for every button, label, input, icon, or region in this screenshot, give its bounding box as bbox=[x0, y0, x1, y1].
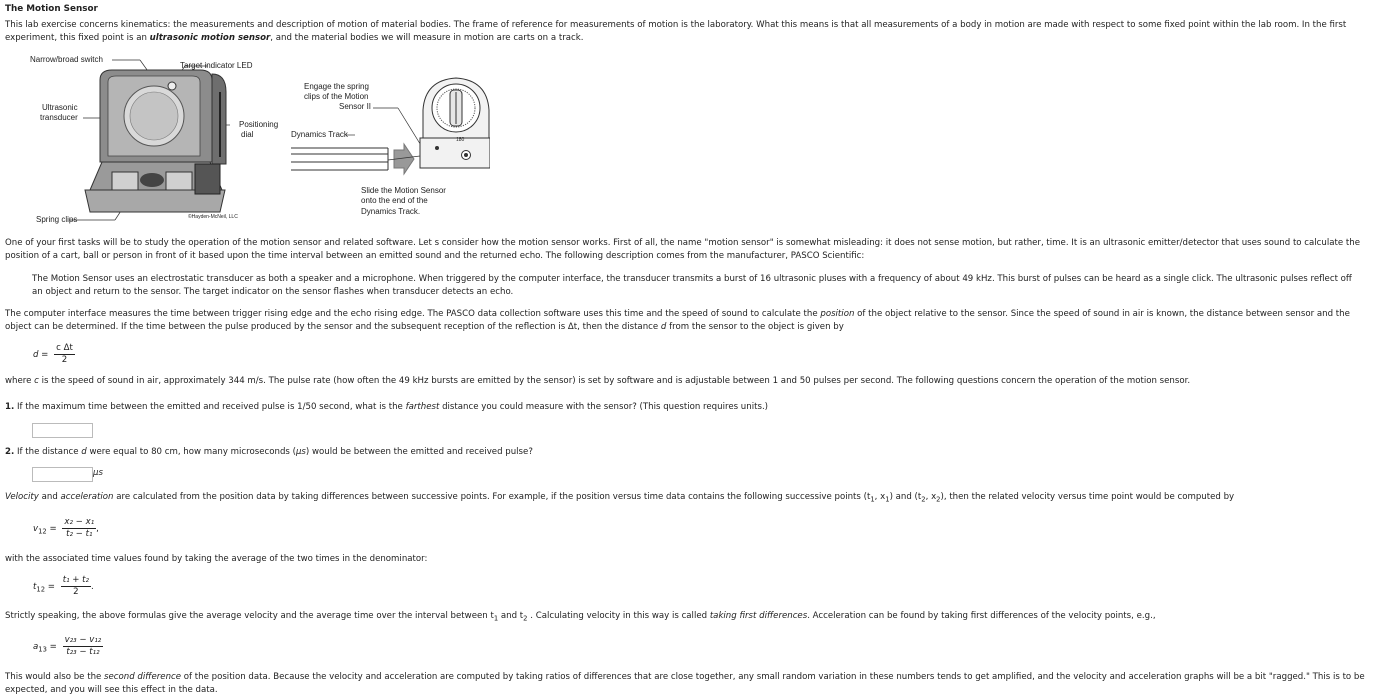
eq-d-lhs: d = bbox=[33, 350, 49, 360]
intro-paragraph: This lab exercise concerns kinematics: the measurements and description of motion of material bodies. The frame of reference for measurements of motion is the laboratory. What this means is that all measurements of a body in motion are made with respect to some fixed point within the lab room. In the first experiment, this fixed point is an ultrasonic motion sensor, and the material bodies we will measure in motion are carts on a track. bbox=[5, 20, 1347, 43]
q1-answer-input[interactable] bbox=[32, 423, 93, 438]
q2-unit-label: μs bbox=[93, 468, 103, 478]
eq-t-fraction bbox=[61, 575, 91, 598]
paragraph-second-difference: This would also be the second difference of the position data. Because the velocity and acceleration are computed by taking ratios of differences that are close together, any small random variation in these numbers tends to get amplified, and the velocity and acceleration graphs will be a bit "ragged." This is to be expected, and you will see this effect in the data. bbox=[5, 672, 1365, 695]
eq-a-lhs: a bbox=[33, 642, 39, 652]
question-2: 2. If the distance d were equal to 80 cm, how many microseconds (μs) would be between the emitted and received pulse? bbox=[5, 447, 533, 457]
eq-t-numerator: t₁ + t₂ bbox=[62, 575, 89, 585]
question-1: 1. If the maximum time between the emitted and received pulse is 1/50 second, what is the farthest distance you could measure with the sensor? (This question requires units.) bbox=[5, 402, 769, 412]
label-dial-180: 180 bbox=[456, 137, 465, 143]
eq-d-denominator: 2 bbox=[61, 355, 68, 365]
label-narrow-broad-switch: Narrow/broad switch bbox=[30, 55, 103, 64]
label-engage-3: Sensor II bbox=[339, 102, 372, 111]
eq-d-numerator: c Δt bbox=[56, 343, 73, 353]
paragraph-velocity-acceleration: Velocity and acceleration are calculated from the position data by taking differences between successive points. For example, if the position versus time data contains the following successive points ($t_1$, $x_1$) and ($t_2$, $x_2$), then the related velocity versus time point would be computed by bbox=[5, 492, 1235, 504]
q2-answer-input[interactable] bbox=[32, 467, 93, 482]
eq-a-denominator: t₂₃ − t₁₂ bbox=[66, 647, 100, 657]
paragraph-how-sensor-works: One of your first tasks will be to study the operation of the motion sensor and related software. Let s consider how the motion sensor works. First of all, the name "motion sensor" is somewhat misleading: it does not sense motion, but rather, time. It is an ultrasonic emitter/detector that uses sound to calculate the position of a cart, ball or person in front of it based upon the time interval between an emitted sound and the returned echo. The following description comes from the manufacturer, PASCO Scientific: bbox=[5, 238, 1360, 261]
eq-t-lhs-sub: 12 bbox=[36, 585, 46, 594]
eq-v-denominator: t₂ − t₁ bbox=[66, 529, 93, 539]
equation-distance bbox=[33, 343, 75, 366]
eq-a-lhs-sub: 13 bbox=[38, 645, 47, 654]
equation-time: $t_{12}$ = $\frac{\text{t₁ + t₂}}{2}$ . bbox=[33, 575, 94, 597]
label-slide-2: onto the end of the bbox=[361, 196, 428, 205]
eq-v-numerator: x₂ − x₁ bbox=[64, 517, 95, 527]
label-target-led: Target indicator LED bbox=[180, 61, 253, 70]
paragraph-time-average: with the associated time values found by taking the average of the two times in the denominator: bbox=[5, 554, 428, 564]
label-slide-1: Slide the Motion Sensor bbox=[361, 186, 446, 195]
eq-t-denominator: 2 bbox=[73, 587, 79, 597]
label-engage-1: Engage the spring bbox=[304, 82, 369, 91]
eq-d-fraction bbox=[54, 343, 75, 366]
eq-v-fraction bbox=[62, 517, 96, 540]
label-ultrasonic-1: Ultrasonic bbox=[42, 103, 78, 112]
paragraph-distance: The computer interface measures the time between trigger rising edge and the echo rising edge. The PASCO data collection software uses this time and the speed of sound to calculate the position of the object relative to the sensor. Since the speed of sound in air is known, the distance between sensor and the object can be determined. If the time between the pulse produced by the sensor and the subsequent reception of the reflection is Δt, then the distance d from the sensor to the object is given by bbox=[5, 309, 1350, 332]
eq-a-fraction bbox=[63, 635, 104, 658]
label-positioning-2: dial bbox=[241, 130, 254, 139]
label-copyright: ©Hayden-McNeil, LLC bbox=[188, 214, 238, 220]
paragraph-speed-of-sound: where c is the speed of sound in air, approximately 344 m/s. The pulse rate (how often the 49 kHz bursts are emitted by the sensor) is set by software and is adjustable between 1 and 50 pulses per second. The following questions concern the operation of the motion sensor. bbox=[5, 376, 1191, 386]
label-ultrasonic-2: transducer bbox=[40, 113, 78, 122]
eq-v-lhs-sub: 12 bbox=[38, 527, 47, 536]
label-dynamics-track: Dynamics Track bbox=[291, 130, 348, 139]
eq-a-numerator: v₂₃ − v₁₂ bbox=[64, 635, 102, 645]
label-positioning-1: Positioning bbox=[239, 120, 279, 129]
label-spring-clips: Spring clips bbox=[36, 215, 78, 224]
page-title: The Motion Sensor bbox=[5, 4, 98, 14]
label-engage-2: clips of the Motion bbox=[304, 92, 369, 101]
equation-acceleration: $a_{13}$ = $\frac{\text{v₂₃ − v₁₂}}{\text{t₂₃ − t₁₂}}$ bbox=[33, 635, 102, 657]
paragraph-first-differences: Strictly speaking, the above formulas give the average velocity and the average time over the interval between $t_1$ and $t_2$ . Calculating velocity in this way is called taking first differences. Acceleration can be found by taking first differences of the velocity points, e.g., bbox=[5, 611, 1156, 623]
eq-v-lhs: v bbox=[33, 524, 39, 534]
motion-sensor-figure bbox=[30, 52, 490, 227]
label-slide-3: Dynamics Track. bbox=[361, 207, 421, 216]
equation-velocity: $v_{12}$ = $\frac{\text{x₂ − x₁}}{\text{t₂ − t₁}}$ , bbox=[33, 517, 99, 539]
manufacturer-quote: The Motion Sensor uses an electrostatic transducer as both a speaker and a microphone. When triggered by the computer interface, the transducer transmits a burst of 16 ultrasonic pluses with a frequency of about 49 kHz. This burst of pulses can be heard as a single click. The ultrasonic pulses reflect off an object and return to the sensor. The target indicator on the sensor flashes when transducer detects an echo. bbox=[32, 274, 1352, 297]
eq-t-lhs: t bbox=[33, 582, 37, 592]
